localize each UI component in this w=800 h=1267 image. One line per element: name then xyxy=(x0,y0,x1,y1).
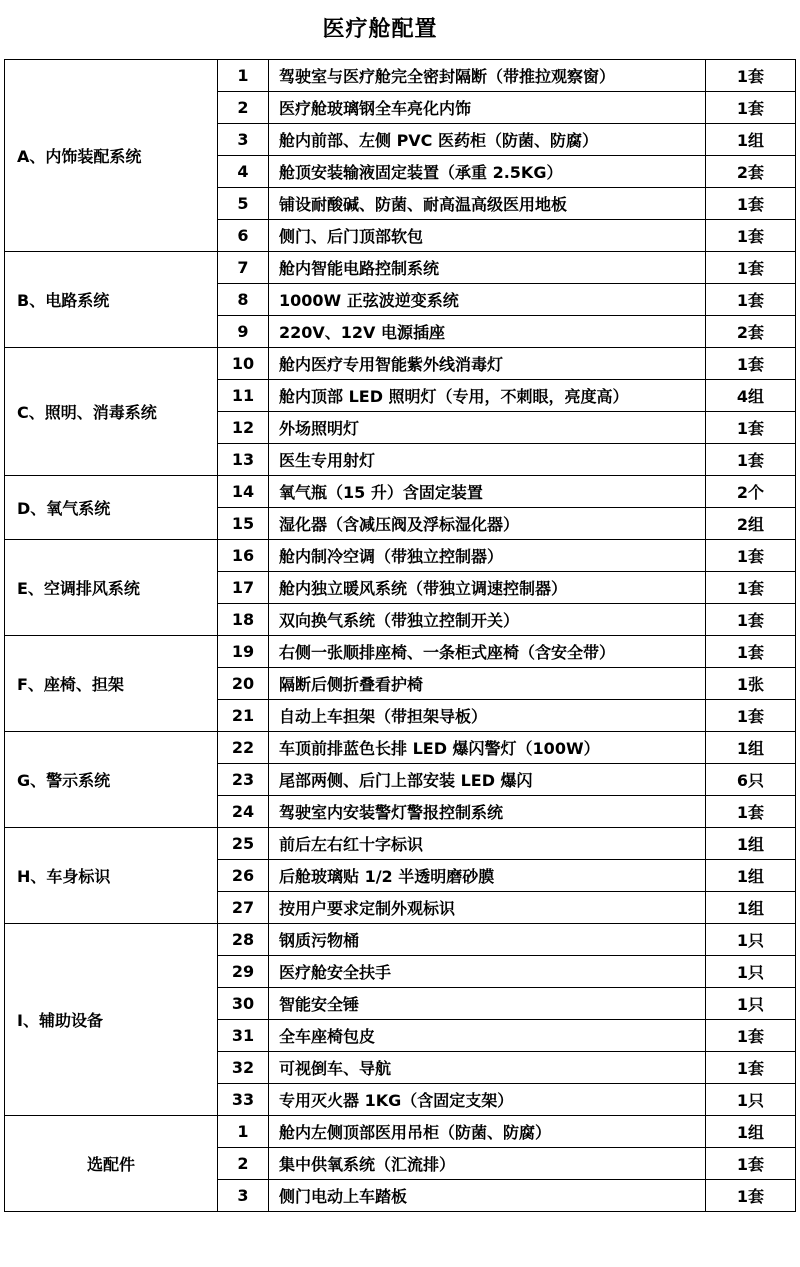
item-description-cell: 舱内制冷空调（带独立控制器） xyxy=(269,540,706,572)
item-description-cell: 集中供氧系统（汇流排） xyxy=(269,1148,706,1180)
category-cell: C、照明、消毒系统 xyxy=(5,348,218,476)
item-number-cell: 27 xyxy=(218,892,269,924)
category-cell: I、辅助设备 xyxy=(5,924,218,1116)
item-number-cell: 11 xyxy=(218,380,269,412)
table-row xyxy=(5,60,796,92)
category-cell: H、车身标识 xyxy=(5,828,218,924)
item-quantity-cell: 1套 xyxy=(706,252,796,284)
item-number-cell: 12 xyxy=(218,412,269,444)
item-number-cell: 26 xyxy=(218,860,269,892)
item-description-cell: 驾驶室内安装警灯警报控制系统 xyxy=(269,796,706,828)
item-number-cell: 14 xyxy=(218,476,269,508)
item-description-cell: 可视倒车、导航 xyxy=(269,1052,706,1084)
item-number-cell: 15 xyxy=(218,508,269,540)
table-row xyxy=(5,252,796,284)
item-quantity-cell: 1只 xyxy=(706,924,796,956)
item-number-cell: 8 xyxy=(218,284,269,316)
item-description-cell: 外场照明灯 xyxy=(269,412,706,444)
item-number-cell: 23 xyxy=(218,764,269,796)
item-description-cell: 医疗舱玻璃钢全车亮化内饰 xyxy=(269,92,706,124)
table-row xyxy=(5,636,796,668)
item-quantity-cell: 4组 xyxy=(706,380,796,412)
item-quantity-cell: 1套 xyxy=(706,60,796,92)
item-description-cell: 自动上车担架（带担架导板） xyxy=(269,700,706,732)
item-number-cell: 10 xyxy=(218,348,269,380)
item-number-cell: 7 xyxy=(218,252,269,284)
page-title: 医疗舱配置 xyxy=(322,17,438,42)
table-row xyxy=(5,828,796,860)
item-quantity-cell: 1套 xyxy=(706,572,796,604)
item-description-cell: 舱内智能电路控制系统 xyxy=(269,252,706,284)
item-number-cell: 28 xyxy=(218,924,269,956)
item-number-cell: 2 xyxy=(218,1148,269,1180)
item-quantity-cell: 1套 xyxy=(706,1020,796,1052)
item-description-cell: 氧气瓶（15 升）含固定装置 xyxy=(269,476,706,508)
category-cell: E、空调排风系统 xyxy=(5,540,218,636)
item-number-cell: 21 xyxy=(218,700,269,732)
item-quantity-cell: 1组 xyxy=(706,892,796,924)
item-description-cell: 舱顶安装输液固定装置（承重 2.5KG） xyxy=(269,156,706,188)
item-description-cell: 专用灭火器 1KG（含固定支架） xyxy=(269,1084,706,1116)
item-quantity-cell: 1只 xyxy=(706,956,796,988)
item-description-cell: 按用户要求定制外观标识 xyxy=(269,892,706,924)
item-quantity-cell: 1套 xyxy=(706,348,796,380)
item-number-cell: 13 xyxy=(218,444,269,476)
item-description-cell: 前后左右红十字标识 xyxy=(269,828,706,860)
item-number-cell: 16 xyxy=(218,540,269,572)
category-cell: G、警示系统 xyxy=(5,732,218,828)
table-row xyxy=(5,540,796,572)
item-quantity-cell: 1组 xyxy=(706,124,796,156)
item-number-cell: 31 xyxy=(218,1020,269,1052)
item-description-cell: 1000W 正弦波逆变系统 xyxy=(269,284,706,316)
item-number-cell: 6 xyxy=(218,220,269,252)
item-quantity-cell: 1套 xyxy=(706,220,796,252)
item-quantity-cell: 1套 xyxy=(706,1148,796,1180)
item-description-cell: 智能安全锤 xyxy=(269,988,706,1020)
item-number-cell: 18 xyxy=(218,604,269,636)
item-number-cell: 22 xyxy=(218,732,269,764)
item-number-cell: 20 xyxy=(218,668,269,700)
item-number-cell: 2 xyxy=(218,92,269,124)
category-cell: F、座椅、担架 xyxy=(5,636,218,732)
item-description-cell: 舱内前部、左侧 PVC 医药柜（防菌、防腐） xyxy=(269,124,706,156)
item-number-cell: 33 xyxy=(218,1084,269,1116)
item-description-cell: 全车座椅包皮 xyxy=(269,1020,706,1052)
item-description-cell: 铺设耐酸碱、防菌、耐高温高级医用地板 xyxy=(269,188,706,220)
item-description-cell: 隔断后侧折叠看护椅 xyxy=(269,668,706,700)
item-quantity-cell: 2套 xyxy=(706,156,796,188)
item-quantity-cell: 2个 xyxy=(706,476,796,508)
item-quantity-cell: 1组 xyxy=(706,732,796,764)
category-cell: B、电路系统 xyxy=(5,252,218,348)
item-number-cell: 17 xyxy=(218,572,269,604)
item-quantity-cell: 1套 xyxy=(706,604,796,636)
item-description-cell: 220V、12V 电源插座 xyxy=(269,316,706,348)
item-description-cell: 舱内左侧顶部医用吊柜（防菌、防腐） xyxy=(269,1116,706,1148)
item-quantity-cell: 1组 xyxy=(706,1116,796,1148)
item-description-cell: 双向换气系统（带独立控制开关） xyxy=(269,604,706,636)
table-row xyxy=(5,924,796,956)
item-quantity-cell: 2套 xyxy=(706,316,796,348)
item-description-cell: 舱内顶部 LED 照明灯（专用，不刺眼，亮度高） xyxy=(269,380,706,412)
item-quantity-cell: 1套 xyxy=(706,796,796,828)
item-description-cell: 右侧一张顺排座椅、一条柜式座椅（含安全带） xyxy=(269,636,706,668)
item-number-cell: 1 xyxy=(218,60,269,92)
table-row xyxy=(5,732,796,764)
item-description-cell: 尾部两侧、后门上部安装 LED 爆闪 xyxy=(269,764,706,796)
item-description-cell: 湿化器（含减压阀及浮标湿化器） xyxy=(269,508,706,540)
item-description-cell: 驾驶室与医疗舱完全密封隔断（带推拉观察窗） xyxy=(269,60,706,92)
item-quantity-cell: 6只 xyxy=(706,764,796,796)
item-description-cell: 侧门、后门顶部软包 xyxy=(269,220,706,252)
item-number-cell: 30 xyxy=(218,988,269,1020)
item-description-cell: 侧门电动上车踏板 xyxy=(269,1180,706,1212)
item-quantity-cell: 2组 xyxy=(706,508,796,540)
item-quantity-cell: 1只 xyxy=(706,1084,796,1116)
item-quantity-cell: 1张 xyxy=(706,668,796,700)
item-description-cell: 舱内医疗专用智能紫外线消毒灯 xyxy=(269,348,706,380)
item-number-cell: 3 xyxy=(218,124,269,156)
item-quantity-cell: 1组 xyxy=(706,828,796,860)
item-description-cell: 医生专用射灯 xyxy=(269,444,706,476)
item-description-cell: 后舱玻璃贴 1/2 半透明磨砂膜 xyxy=(269,860,706,892)
item-number-cell: 4 xyxy=(218,156,269,188)
item-quantity-cell: 1套 xyxy=(706,540,796,572)
table-row xyxy=(5,348,796,380)
config-table xyxy=(4,59,796,1212)
table-row xyxy=(5,476,796,508)
item-number-cell: 29 xyxy=(218,956,269,988)
category-cell: 选配件 xyxy=(5,1116,218,1212)
item-quantity-cell: 1套 xyxy=(706,92,796,124)
item-number-cell: 3 xyxy=(218,1180,269,1212)
item-quantity-cell: 1套 xyxy=(706,444,796,476)
table-row xyxy=(5,1116,796,1148)
item-quantity-cell: 1套 xyxy=(706,1052,796,1084)
item-quantity-cell: 1套 xyxy=(706,284,796,316)
item-quantity-cell: 1组 xyxy=(706,860,796,892)
item-quantity-cell: 1套 xyxy=(706,700,796,732)
category-cell: D、氧气系统 xyxy=(5,476,218,540)
item-number-cell: 9 xyxy=(218,316,269,348)
config-table-body xyxy=(5,60,796,1212)
item-description-cell: 舱内独立暖风系统（带独立调速控制器） xyxy=(269,572,706,604)
item-quantity-cell: 1套 xyxy=(706,636,796,668)
item-number-cell: 19 xyxy=(218,636,269,668)
category-cell: A、内饰装配系统 xyxy=(5,60,218,252)
item-number-cell: 25 xyxy=(218,828,269,860)
item-quantity-cell: 1只 xyxy=(706,988,796,1020)
item-quantity-cell: 1套 xyxy=(706,412,796,444)
item-number-cell: 32 xyxy=(218,1052,269,1084)
item-description-cell: 钢质污物桶 xyxy=(269,924,706,956)
item-number-cell: 24 xyxy=(218,796,269,828)
item-description-cell: 车顶前排蓝色长排 LED 爆闪警灯（100W） xyxy=(269,732,706,764)
item-description-cell: 医疗舱安全扶手 xyxy=(269,956,706,988)
item-number-cell: 1 xyxy=(218,1116,269,1148)
item-number-cell: 5 xyxy=(218,188,269,220)
item-quantity-cell: 1套 xyxy=(706,1180,796,1212)
item-quantity-cell: 1套 xyxy=(706,188,796,220)
